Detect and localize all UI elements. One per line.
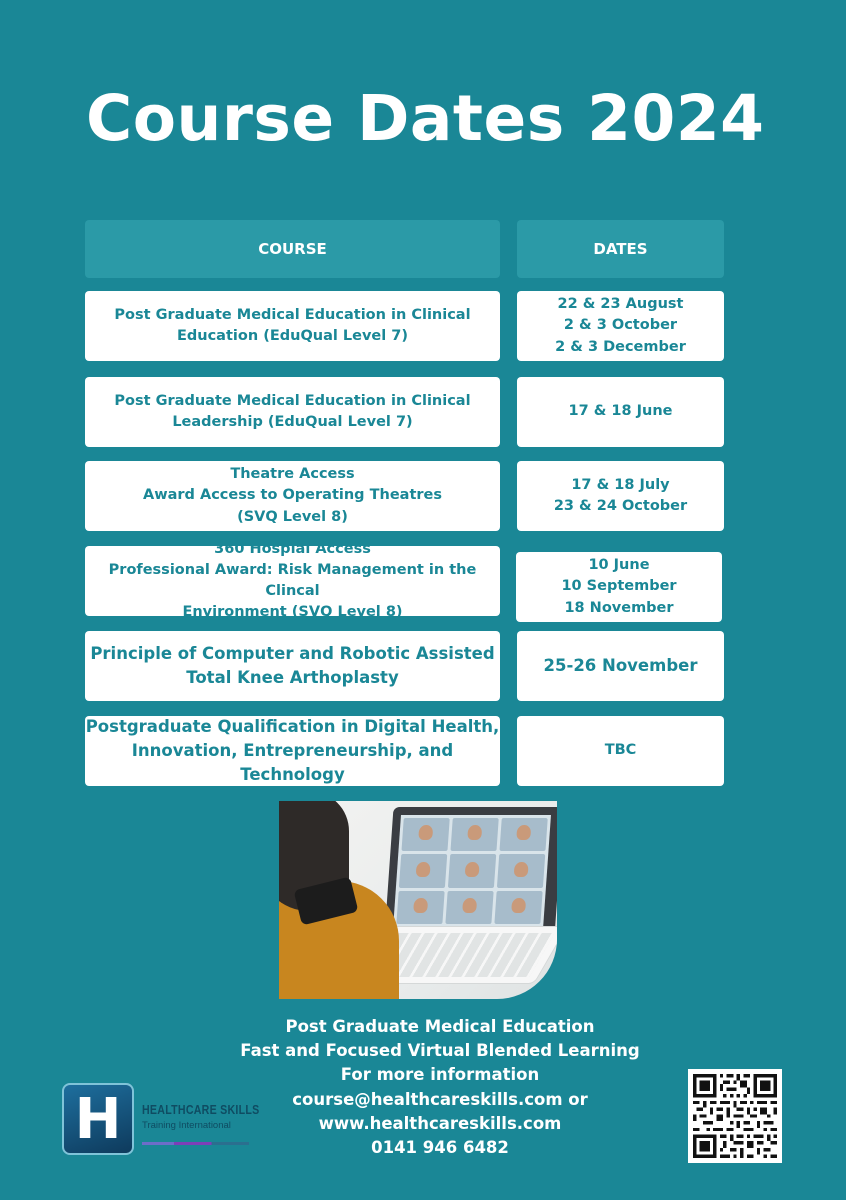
date-line: 2 & 3 October bbox=[563, 317, 678, 334]
course-line: 360 Hospial Access bbox=[214, 540, 371, 557]
date-line: 10 June bbox=[588, 557, 650, 574]
course-cell bbox=[85, 716, 500, 786]
date-line: 18 November bbox=[564, 599, 674, 616]
date-line: 2 & 3 December bbox=[555, 338, 686, 355]
course-line: Post Graduate Medical Education in Clinical bbox=[114, 392, 471, 409]
course-line: Environment (SVQ Level 8) bbox=[182, 604, 403, 621]
dates-cell bbox=[517, 631, 724, 701]
course-line: (SVQ Level 8) bbox=[237, 508, 348, 525]
course-cell bbox=[85, 631, 500, 701]
date-line: 10 September bbox=[561, 578, 677, 595]
course-line: Education (EduQual Level 7) bbox=[176, 328, 408, 344]
healthcare-skills-logo bbox=[62, 1083, 262, 1158]
course-cell bbox=[85, 540, 500, 621]
logo-bar bbox=[142, 1142, 249, 1145]
course-line: Post Graduate Medical Education in Clinical bbox=[114, 306, 471, 323]
dates-cell bbox=[516, 552, 722, 622]
dates-cell bbox=[517, 461, 724, 531]
video-call-photo bbox=[279, 801, 557, 999]
qr-code-icon bbox=[693, 1074, 777, 1158]
course-line: Award Access to Operating Theatres bbox=[143, 487, 442, 504]
date-line: 17 & 18 July bbox=[571, 476, 670, 493]
date-line: 23 & 24 October bbox=[553, 498, 688, 514]
course-cell bbox=[85, 377, 500, 447]
date-line: 22 & 23 August bbox=[557, 296, 684, 313]
course-column-header: COURSE bbox=[85, 220, 500, 278]
course-line: Postgraduate Qualification in Digital Health, bbox=[85, 717, 500, 737]
dates-cell bbox=[517, 716, 724, 786]
course-line: Principle of Computer and Robotic Assisted bbox=[90, 644, 495, 664]
info-line: Fast and Focused Virtual Blended Learning bbox=[240, 1041, 640, 1061]
course-line: Innovation, Entrepreneurship, and Technology bbox=[131, 741, 454, 784]
email-link[interactable]: course@healthcareskills.com or bbox=[292, 1089, 588, 1109]
website-link[interactable]: www.healthcareskills.com bbox=[318, 1113, 562, 1133]
course-line: Professional Award: Risk Management in the Clincal bbox=[108, 561, 477, 599]
info-line: Post Graduate Medical Education bbox=[285, 1017, 595, 1036]
date-line: 17 & 18 June bbox=[568, 403, 673, 420]
course-line: Total Knee Arthoplasty bbox=[186, 668, 399, 687]
page-title: Course Dates 2024 bbox=[86, 82, 765, 155]
dates-column-header: DATES bbox=[517, 220, 724, 278]
date-line: 25-26 November bbox=[543, 656, 698, 676]
phone-number: 0141 946 6482 bbox=[371, 1138, 509, 1158]
info-line: For more information bbox=[340, 1065, 540, 1085]
course-cell bbox=[85, 291, 500, 361]
logo-name: HEALTHCARE SKILLS bbox=[142, 1103, 260, 1117]
dates-cell bbox=[517, 377, 724, 447]
qr-code[interactable] bbox=[688, 1069, 782, 1163]
course-cell bbox=[85, 461, 500, 531]
course-line: Leadership (EduQual Level 7) bbox=[172, 414, 413, 430]
course-line: Theatre Access bbox=[230, 466, 355, 483]
logo-mark: H bbox=[62, 1083, 134, 1155]
laptop-screen bbox=[384, 807, 557, 937]
dates-cell bbox=[517, 291, 724, 361]
logo-tagline: Training International bbox=[142, 1120, 231, 1131]
contact-info bbox=[200, 1015, 680, 1160]
date-line: TBC bbox=[604, 742, 637, 759]
